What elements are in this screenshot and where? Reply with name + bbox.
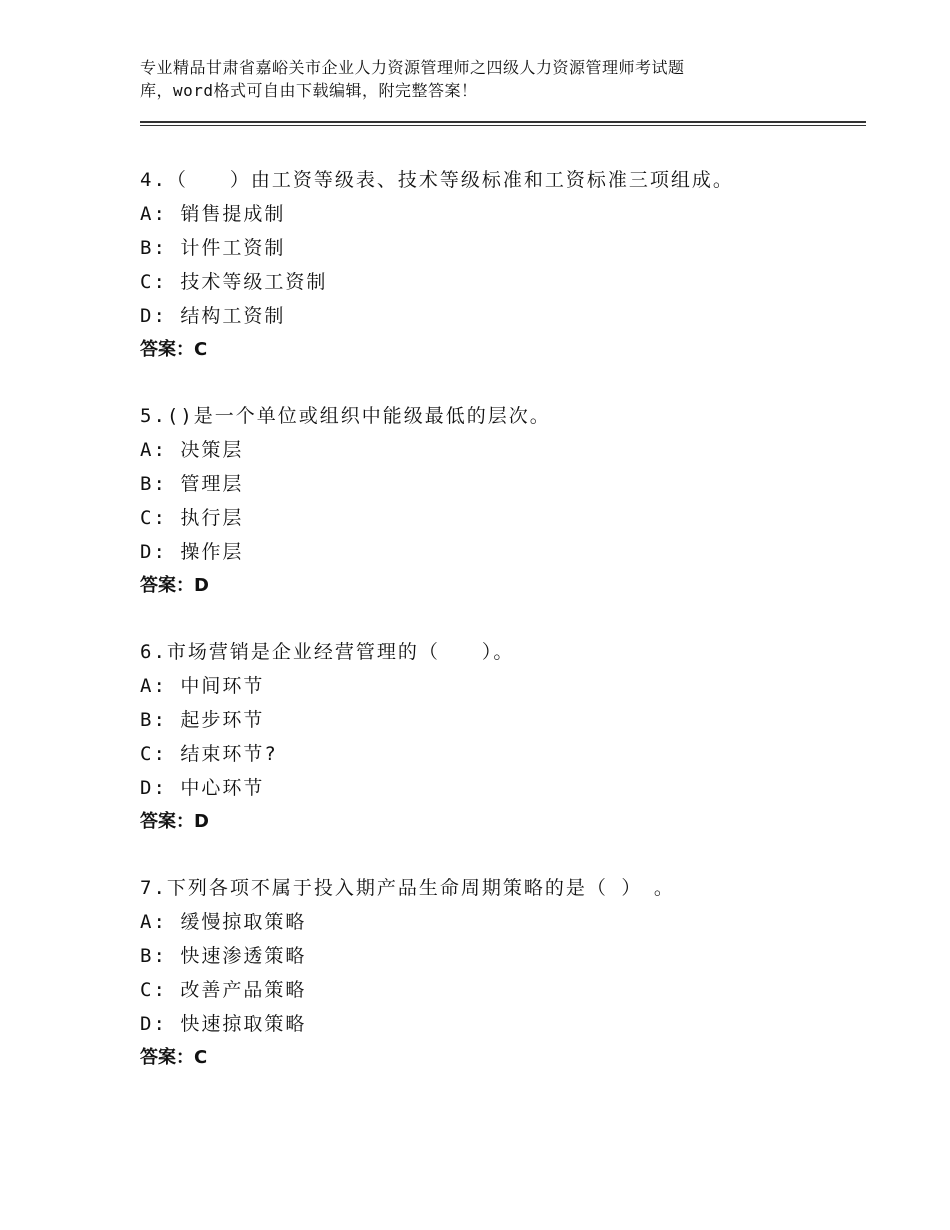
question-stem: 6.市场营销是企业经营管理的（ ）。 <box>140 641 515 663</box>
option-d: D: 中心环节 <box>140 777 265 799</box>
option-b: B: 起步环节 <box>140 709 265 731</box>
question-list <box>140 163 866 1107</box>
option-a: A: 销售提成制 <box>140 203 286 225</box>
option-d: D: 操作层 <box>140 541 244 563</box>
answer-line: 答案：C <box>140 1047 208 1068</box>
question-4 <box>140 163 866 367</box>
option-b: B: 计件工资制 <box>140 237 286 259</box>
header-line-2: 库，word格式可自由下载编辑，附完整答案！ <box>140 81 478 100</box>
question-7 <box>140 871 866 1075</box>
option-c: C: 技术等级工资制 <box>140 271 328 293</box>
option-c: C: 执行层 <box>140 507 244 529</box>
option-a: A: 中间环节 <box>140 675 265 697</box>
option-d: D: 结构工资制 <box>140 305 286 327</box>
option-b: B: 管理层 <box>140 473 244 495</box>
answer-line: 答案：D <box>140 575 209 596</box>
question-stem: 7.下列各项不属于投入期产品生命周期策略的是（ ） 。 <box>140 877 675 899</box>
question-6 <box>140 635 866 839</box>
question-stem: 5.()是一个单位或组织中能级最低的层次。 <box>140 405 551 427</box>
question-5 <box>140 399 866 603</box>
header-divider-thin <box>140 125 866 126</box>
header-divider <box>140 121 866 123</box>
option-a: A: 决策层 <box>140 439 244 461</box>
question-stem: 4.（ ）由工资等级表、技术等级标准和工资标准三项组成。 <box>140 169 734 191</box>
option-c: C: 改善产品策略 <box>140 979 307 1001</box>
document-header <box>140 56 820 102</box>
option-a: A: 缓慢掠取策略 <box>140 911 307 933</box>
option-d: D: 快速掠取策略 <box>140 1013 307 1035</box>
option-c: C: 结束环节? <box>140 743 278 765</box>
option-b: B: 快速渗透策略 <box>140 945 307 967</box>
answer-line: 答案：C <box>140 339 208 360</box>
header-line-1: 专业精品甘肃省嘉峪关市企业人力资源管理师之四级人力资源管理师考试题 <box>140 58 685 77</box>
answer-line: 答案：D <box>140 811 209 832</box>
